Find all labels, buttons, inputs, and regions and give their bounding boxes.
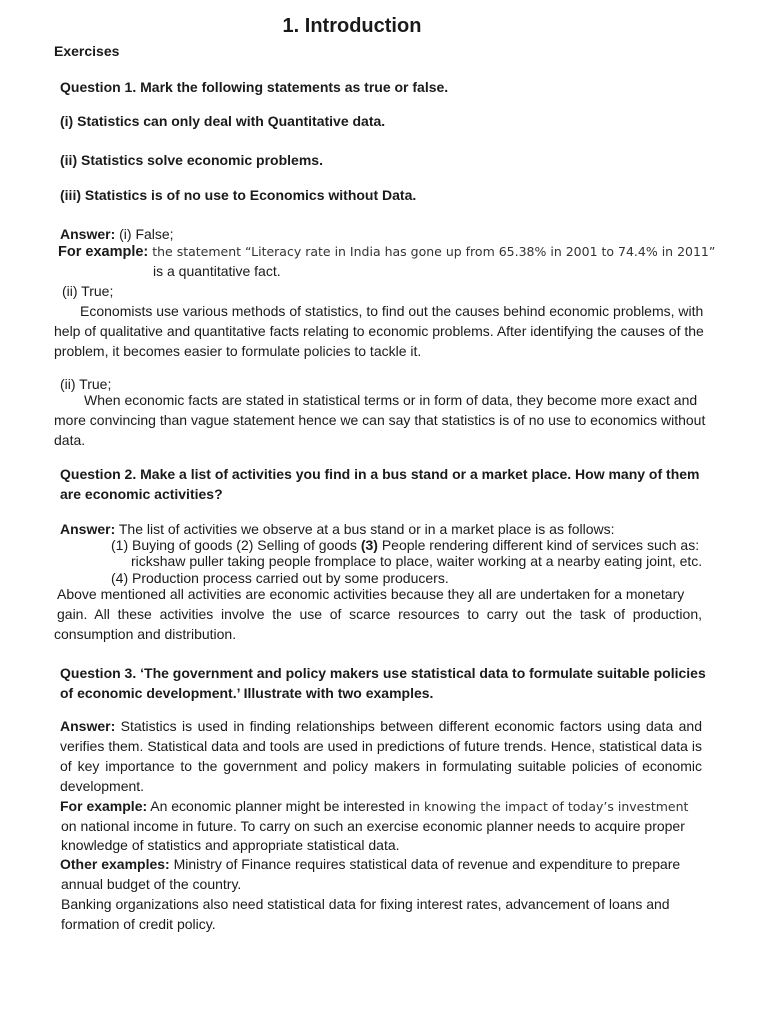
paragraph-line: development. (60, 778, 145, 794)
paragraph-line: formation of credit policy. (61, 916, 216, 932)
page-title: 1. Introduction (282, 15, 422, 37)
paragraph-line: When economic facts are stated in statistical terms or in form of data, they become more exact and (84, 392, 698, 408)
answer-text: (i) False; (115, 226, 174, 242)
item-3-label: (3) (360, 537, 378, 553)
example-text-continued: in knowing the impact of today’s investment (408, 799, 689, 814)
paragraph-line: Above mentioned all activities are economic activities because they all are undertaken for a monetary (57, 586, 685, 602)
list-item-3-continuation: rickshaw puller taking people fromplace to place, waiter working at a nearby eating joint, etc. (131, 553, 703, 569)
answer-label: Answer: (60, 521, 116, 537)
example-text: An economic planner might be interested (147, 798, 409, 814)
example-text: the statement “Literacy rate in India has gone up from 65.38% in 2001 to 74.4% in 2011” (148, 244, 716, 259)
other-examples-label: Other examples: (60, 856, 170, 872)
example-label: For example: (58, 244, 149, 260)
paragraph-line: problem, it becomes easier to formulate policies to tackle it. (54, 343, 422, 359)
other-examples-line (60, 854, 710, 874)
question-2: Question 2. Make a list of activities you find in a bus stand or a market place. How many of them (60, 466, 700, 482)
paragraph-line: Banking organizations also need statistical data for fixing interest rates, advancement of loans and (61, 896, 670, 912)
paragraph-line: of key importance to the government and policy makers in formulating suitable policies of economic (60, 758, 702, 774)
true-label-1: (ii) True; (62, 283, 114, 299)
statement-3: (iii) Statistics is of no use to Economics without Data. (60, 187, 417, 203)
paragraph-line: Economists use various methods of statistics, to find out the causes behind economic problems, with (80, 303, 704, 319)
answer-3-line (60, 716, 702, 736)
paragraph-line: on national income in future. To carry on such an exercise economic planner needs to acquire proper (61, 818, 685, 834)
example-label: For example: (60, 798, 148, 814)
question-2-continuation: are economic activities? (60, 486, 223, 502)
paragraph-line: help of qualitative and quantitative facts relating to economic problems. After identifying the causes of the (54, 323, 704, 339)
answer-text: Statistics is used in finding relationships between different economic factors using data and (115, 718, 702, 734)
paragraph-line: consumption and distribution. (54, 626, 237, 642)
paragraph-line: more convincing than vague statement hence we can say that statistics is of no use to economics without (54, 412, 706, 428)
paragraph-line: data. (54, 432, 86, 448)
paragraph-line: verifies them. Statistical data and tools are used in predictions of future trends. Hence, statistical data is (60, 738, 702, 754)
answer-label: Answer: (60, 226, 116, 242)
example-line (60, 796, 720, 817)
list-item-4: (4) Production process carried out by some producers. (111, 570, 449, 586)
question-3-continuation: of economic development.’ Illustrate with two examples. (60, 685, 434, 701)
list-items-1-2: (1) Buying of goods (2) Selling of goods (111, 537, 361, 553)
statement-1: (i) Statistics can only deal with Quantitative data. (60, 113, 386, 129)
statement-2: (ii) Statistics solve economic problems. (60, 152, 323, 168)
paragraph-line: gain. All these activities involve the use of scarce resources to carry out the task of production, (57, 606, 702, 622)
section-heading-exercises: Exercises (54, 43, 120, 59)
paragraph-line: annual budget of the country. (61, 876, 242, 892)
answer-text: The list of activities we observe at a bus stand or in a market place is as follows: (115, 521, 615, 537)
paragraph-line: knowledge of statistics and appropriate statistical data. (61, 837, 400, 853)
item-3-text: People rendering different kind of services such as: (377, 537, 700, 553)
example-continuation: is a quantitative fact. (153, 263, 281, 279)
other-examples-text: Ministry of Finance requires statistical data of revenue and expenditure to prepare (169, 856, 681, 872)
answer-label: Answer: (60, 718, 116, 734)
question-3: Question 3. ‘The government and policy makers use statistical data to formulate suitable policies (60, 665, 706, 681)
example-line (58, 241, 738, 262)
true-label-2: (ii) True; (60, 376, 112, 392)
question-1: Question 1. Mark the following statements as true or false. (60, 79, 449, 95)
